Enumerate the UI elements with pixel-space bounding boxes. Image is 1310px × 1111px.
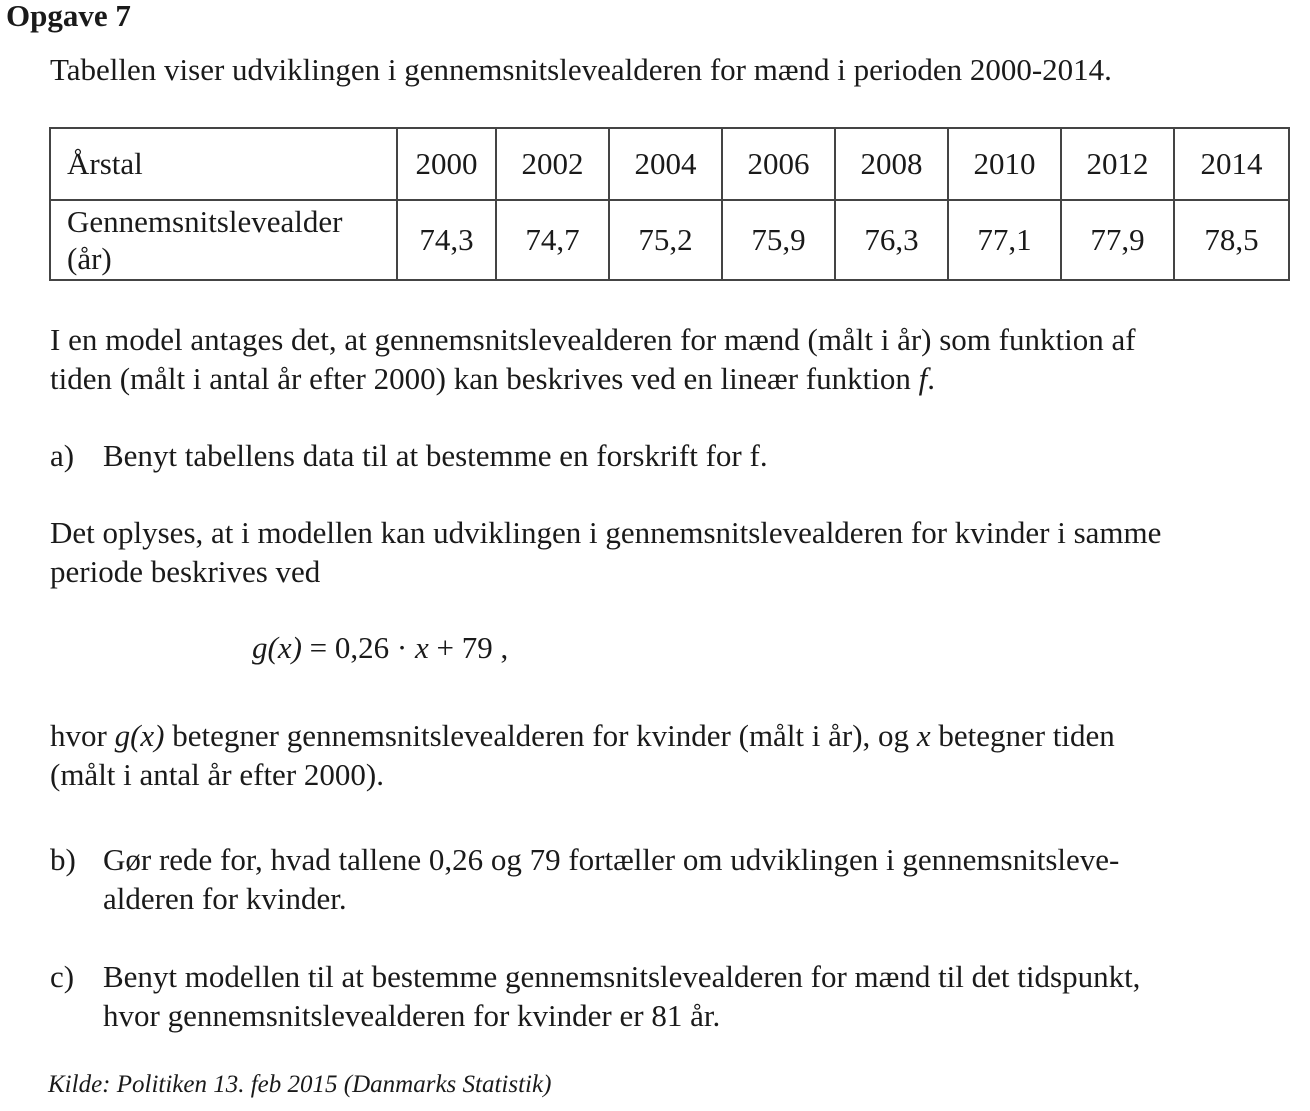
question-a-body: Benyt tabellens data til at bestemme en forskrift for [103,438,750,473]
formula-constant: + 79 , [428,630,509,665]
year-cell: 2006 [722,128,835,200]
life-expectancy-row-label [50,200,397,280]
year-row [50,128,1289,200]
question-b-label: b) [50,842,76,877]
where-gx: g(x) [114,718,165,753]
question-c-line-1: Benyt modellen til at bestemme gennemsnitslevealderen for mænd til det tidspunkt, [103,959,1141,994]
question-a [50,436,1270,475]
year-cell: 2002 [496,128,609,200]
model-line-2: tiden (målt i antal år efter 2000) kan beskrives ved en lineær funktion [50,361,919,396]
question-c [50,957,1270,1035]
question-a-text [103,436,1270,475]
value-cell: 78,5 [1174,200,1289,280]
question-c-label: c) [50,959,75,994]
period: . [759,438,768,473]
women-line-1: Det oplyses, at i modellen kan udviklingen i gennemsnitslevealderen for kvinder i samme [50,515,1162,550]
year-cell: 2014 [1174,128,1289,200]
question-c-line-2: hvor gennemsnitslevealderen for kvinder er 81 år. [103,998,721,1033]
question-c-text [103,957,1270,1035]
exercise-title: Opgave 7 [6,0,131,33]
formula-lhs: g(x) [252,630,302,665]
year-cell: 2000 [397,128,496,200]
question-a-label: a) [50,438,75,473]
where-mid: betegner gennemsnitslevealderen for kvinder (målt i år), og [164,718,917,753]
formula-x: x [414,630,429,665]
model-line-1: I en model antages det, at gennemsnitslevealderen for mænd (målt i år) som funktion af [50,322,1136,357]
value-cell: 74,3 [397,200,496,280]
source-citation: Kilde: Politiken 13. feb 2015 (Danmarks Statistik) [48,1071,552,1098]
value-cell: 76,3 [835,200,948,280]
value-cell: 75,2 [609,200,722,280]
function-f: f [918,361,928,396]
where-paragraph [50,716,1270,794]
period: . [927,361,935,396]
row-label-unit: (år) [67,241,112,276]
function-f: f [749,438,760,473]
women-paragraph [50,513,1270,591]
model-paragraph [50,320,1270,398]
women-line-2: periode beskrives ved [50,554,321,589]
year-cell: 2004 [609,128,722,200]
question-b [50,840,1270,918]
formula-g [252,630,508,666]
year-cell: 2012 [1061,128,1174,200]
life-expectancy-table [49,127,1290,281]
question-b-line-1: Gør rede for, hvad tallene 0,26 og 79 fortæller om udviklingen i gennemsnitsleve- [103,842,1120,877]
life-expectancy-row [50,200,1289,280]
value-cell: 77,1 [948,200,1061,280]
where-prefix: hvor [50,718,115,753]
question-b-line-2: alderen for kvinder. [103,881,347,916]
intro-text: Tabellen viser udviklingen i gennemsnitslevealderen for mænd i perioden 2000-2014. [50,52,1112,87]
where-x: x [916,718,931,753]
value-cell: 74,7 [496,200,609,280]
year-row-label: Årstal [50,128,397,200]
year-cell: 2010 [948,128,1061,200]
value-cell: 77,9 [1061,200,1174,280]
row-label-line: Gennemsnitslevealder [67,204,343,239]
year-cell: 2008 [835,128,948,200]
formula-coefficient: = 0,26 · [301,630,415,665]
where-suffix: betegner tiden [930,718,1115,753]
question-b-text [103,840,1270,918]
where-line-2: (målt i antal år efter 2000). [50,757,384,792]
value-cell: 75,9 [722,200,835,280]
